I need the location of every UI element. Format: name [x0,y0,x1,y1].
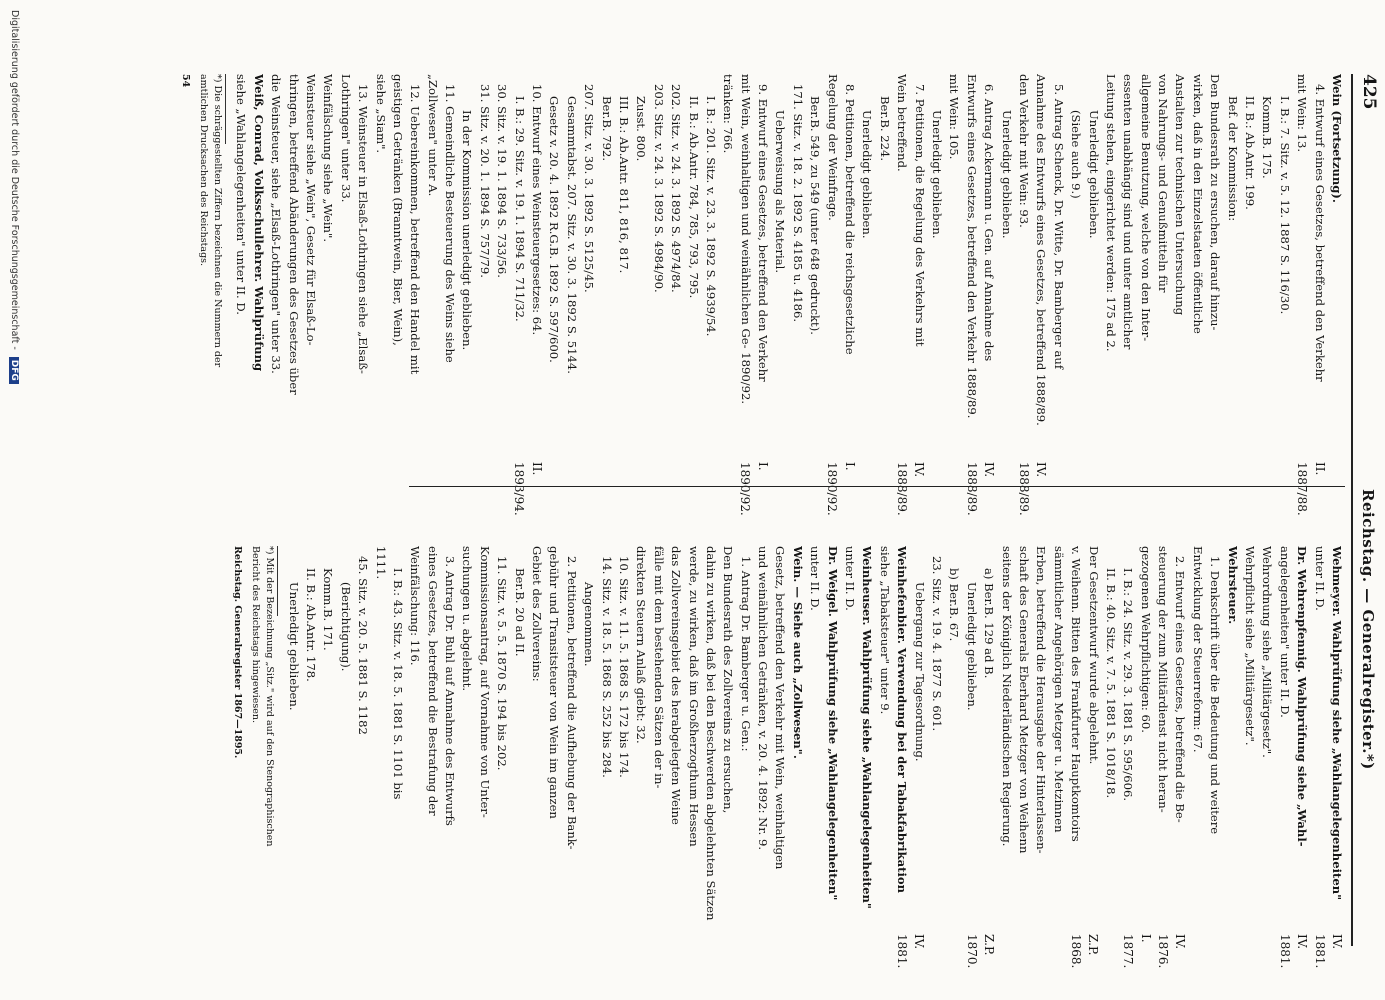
session-date: 1890/92. [738,462,753,516]
register-line: unter II. D. [1312,546,1327,611]
register-line: werde, zu wirken, daß im Großherzogthum Hessen [686,546,701,847]
session-date: IV. [982,462,996,478]
register-line: Unerledigt geblieben. [286,582,301,711]
session-date: 1876. [1156,934,1170,969]
register-line: tränken: 766. [721,74,736,154]
session-date: 1868. [1069,934,1083,969]
register-line: steuerung der zum Militärdienst nicht heran- [1156,546,1171,813]
session-date: Z.P. [1086,934,1101,956]
page-number: 425 [1359,74,1379,110]
register-line: Komm.B. 171. [321,568,336,651]
register-line: eines Gesetzes, betreffend die Bestrafung der [425,546,440,816]
session-date: I. [1138,934,1153,943]
register-line: a) Ber.B. 129 ad B. [982,568,997,679]
register-line: I. B.: 201. Sitz. v. 23. 3. 1892 S. 4939/54. [703,96,718,337]
register-line: 10. Sitz. v. 11. 5. 1868 S. 172 bis 174. [616,556,631,778]
session-date: 1893/94. [512,462,527,516]
register-line: Unerledigt geblieben. [1086,110,1101,239]
session-date: 1881. [1277,934,1292,969]
session-date: IV. [912,462,927,478]
register-line: dahin zu wirken, daß bei den Beschwerden abgelehnten Sätzen [703,546,718,921]
session-date: 1881. [895,934,909,969]
register-line: 12. Uebereinkommen, betreffend den Handel mit [408,84,423,375]
register-line: gebühr und Transitsteuer von Wein im ganzen [547,546,562,819]
register-line: Ber.B. 20 ad II. [512,568,527,657]
register-line: 3. Antrag Dr. Buhl auf Annahme des Entwurfs [443,556,458,826]
register-line: seitens der Königlich Niederländischen Regierung. [999,546,1014,847]
register-line: Der Gesetzentwurf wurde abgelehnt. [1086,546,1101,765]
register-line: 11. Gemeindliche Besteuerung des Weins siehe [443,84,458,363]
footnote-line: Bericht des Reichstags hingewiesen. [250,546,262,724]
register-line: Wein betreffend. [895,74,910,172]
register-line: 13. Weinsteuer in Elsaß-Lothringen siehe „Elsaß- [356,84,371,374]
register-line: Leitung stehen, eingerichtet werden: 175 ad 2. [1103,74,1118,352]
register-line: Den Bundesrath zu ersuchen, darauf hinzu- [1208,74,1223,331]
column-divider [409,486,1345,487]
session-date: 1870. [964,934,979,969]
register-line: Weinfälschung siehe „Wein". [321,74,336,243]
register-line: Angenommen. [582,582,597,667]
session-date: IV. [912,934,927,950]
session-date: 1890/92. [825,462,840,516]
register-line: von Nahrungs- und Genußmitteln für [1156,74,1171,293]
register-line: schaft des Generals Eberhard Metzger von Weihenn [1016,546,1031,854]
register-line: mit Wein: 13. [1295,74,1310,153]
register-line: I. B.: 29. Sitz. v. 19. 1. 1894 S. 711/32. [512,96,527,322]
register-line: Wehrsteuer. [1225,546,1240,625]
register-line: 171. Sitz. v. 18. 2. 1892 S. 4185 u. 4186. [790,84,805,323]
register-line: Anstalten zur technischen Untersuchung [1173,74,1188,316]
register-line: die Weinsteuer, siehe „Elsaß-Lothringen" unter 33. [269,74,284,374]
register-line: den Verkehr mit Wein: 93. [1016,74,1031,228]
register-line: Entwurfs eines Gesetzes, betreffend den Verkehr 1888/89. [964,74,979,419]
footnote-line: amtlichen Drucksachen des Reichstags. [198,74,209,267]
register-line: fälle mit dem bestehenden Sätzen der in- [651,546,666,789]
register-line: siehe „Tabaksteuer" unter 9. [877,546,892,715]
register-line: 7. Petitionen, die Regelung des Verkehrs mit [912,84,927,347]
register-line: Wehrpflicht siehe „Militärgesetz". [1243,546,1258,746]
session-date: 1888/89. [1016,462,1031,516]
column-wein-continued [178,74,1345,458]
register-line: Weinhefenbier. Verwendung bei der Tabakfabrikation [895,546,910,894]
register-line: Weinheuser. Wahlprüfung siehe „Wahlangelegenheiten" [860,546,875,909]
register-line: 10. Entwurf eines Weinsteuergesetzes: 64. [530,84,545,336]
register-line: b) Ber.B. 67. [947,568,962,642]
register-line: essenten unabhängig sind und unter amtlicher [1121,74,1136,350]
register-line: mit Wein: 105. [947,74,962,160]
session-date: IV. [1034,462,1049,478]
register-line: 9. Entwurf eines Gesetzes, betreffend den Verkehr [756,84,771,382]
register-line: Wein (Fortsetzung). [1330,74,1344,203]
register-line: suchungen u. abgelehnt. [460,546,475,692]
register-line: Unerledigt geblieben. [930,110,945,239]
digitization-credit: Digitalisierung gefördert durch die Deutsche Forschungsgemeinschaft - DFG [9,10,20,990]
register-line: Wein. — Siehe auch „Zollwesen". [790,546,805,759]
register-line: Uebergang zur Tagesordnung. [912,582,927,762]
register-line: II. B.: Ab.Antr. 199. [1243,96,1258,210]
register-line: II. B.: 40. Sitz. v. 7. 5. 1881 S. 1018/18. [1103,568,1118,799]
register-line: Ber.B. 792. [599,96,614,162]
register-line: 1. Denkschrift über die Bedeutung und weitere [1208,556,1223,835]
register-line: 6. Antrag Ackermann u. Gen. auf Annahme des [982,84,997,362]
register-line: Wehrordnung siehe „Militärgesetz". [1260,546,1275,758]
session-date: 1888/89. [964,462,979,516]
register-line: „Zollwesen" unter A. [425,74,440,197]
session-date: IV. [1330,934,1344,950]
session-date: II. [1312,462,1327,476]
register-line: Unerledigt geblieben. [964,582,979,711]
footnote-line: *) Die schräggestellten Ziffern bezeichnen die Nummern der [212,74,223,368]
register-line: (Berichtigung). [338,582,353,672]
register-line: II. B.: Ab.Antr. 178. [303,568,318,682]
session-date: 1888/89. [895,462,909,516]
register-line: 207. Sitz. v. 30. 3. 1892 S. 5125/45. [582,84,597,293]
register-line: 1111. [373,546,388,580]
register-line: v. Weihenn. Bitten des Frankfurter Hauptkomtoirs [1069,546,1084,842]
register-line: wirken, daß in den Einzelstaaten öffentliche [1190,74,1205,334]
register-line: siehe „Siam". [373,74,388,154]
footnote-line: *) Mit der Bezeichnung „Sitz." wird auf den Stenographischen [264,546,276,847]
register-line: das Zollvereinsgebiet des herabgelegten Weine [669,546,684,825]
column-wehmeyer-wein [230,546,1345,930]
register-line: 1. Antrag Dr. Bamberger u. Gen.: [738,556,753,752]
register-line: Bef. der Kommission: [1225,96,1240,222]
register-line: geistigen Getränken (Branntwein, Bier, Wein), [390,74,405,346]
register-line: Gesetz, betreffend den Verkehr mit Wein, weinhaltigen [773,546,788,870]
register-line: angelegenheiten" unter II. D. [1277,546,1292,718]
register-line: Weinfälschung: 116. [408,546,423,666]
session-date: 1887/88. [1295,462,1310,516]
register-line: (Siehe auch 9.) [1069,110,1084,199]
register-line: 5. Antrag Schenck, Dr. Witte, Dr. Bamberger auf [1051,84,1066,370]
register-line: Komm.B. 175. [1260,96,1275,179]
register-line: I. B.: 7. Sitz. v. 5. 12. 1887 S. 116/30. [1277,96,1292,315]
session-date: II. [529,462,544,476]
register-line: und weinähnlichen Getränken, v. 20. 4. 1892: Nr. 9. [756,546,771,851]
page-title: Reichstag. — Generalregister.*) [1359,489,1377,770]
register-line: 2. Petitionen, betreffend die Aufhebung der Bank- [564,556,579,850]
register-line: Ber.B. 224. [877,96,892,162]
register-line: 8. Petitionen, betreffend die reichsgesetzliche [843,84,858,355]
register-line: 45. Sitz. v. 20. 5. 1881 S. 1182 [356,556,371,735]
register-line: Erben, betreffend die Herausgabe der Hinterlassen- [1034,546,1049,854]
register-line: Gesammtabst. 207. Sitz. v. 30. 3. 1892 S. 5144. [564,96,579,374]
register-line: direkten Steuern Anlaß giebt: 32. [634,546,649,744]
page-footer: Reichstag. Generalregister 1867—1895. [232,546,244,759]
register-line: III. B.: Ab.Antr. 811, 816, 817. [616,96,631,274]
register-line: Entwicklung der Steuerreform: 67. [1190,546,1205,753]
register-line: Dr. Wehrenpfennig. Wahlprüfung siehe „Wahl- [1295,546,1310,847]
register-line: Ber.B. 549, zu 549 (unter 648 gedruckt). [808,96,823,335]
register-line: 11. Sitz. v. 5. 5. 1870 S. 194 bis 202. [495,556,510,771]
register-line: I. B.: 43. Sitz. v. 18. 5. 1881 S. 1101 bis [390,568,405,800]
register-line: allgemeine Benutzung, welche von den Inter- [1138,74,1153,342]
register-line: 23. Sitz. v. 19. 4. 1877 S. 601. [930,556,945,732]
register-line: thringen, betreffend Abänderungen des Gesetzes über [286,74,301,395]
register-line: 203. Sitz. v. 24. 3. 1892 S. 4984/90. [651,84,666,293]
register-line: Unerledigt geblieben. [999,110,1014,239]
footnote-rule [224,74,226,144]
register-line: Wehmeyer. Wahlprüfung siehe „Wahlangelegenheiten" [1330,546,1344,901]
register-line: II. B.: Ab.Antr. 784, 785, 793, 795. [686,96,701,299]
session-date: Z.P. [982,934,996,956]
register-line: 4. Entwurf eines Gesetzes, betreffend den Verkehr [1312,84,1327,382]
register-line: Regelung der Weinfrage. [825,74,840,221]
register-line: mit Wein, weinhaltigen und weinähnlichen Ge- 1890/92. [738,74,753,405]
register-line: Ueberweisung als Material. [773,110,788,274]
register-line: Gesetz v. 20. 4. 1892 R.G.B. 1892 S. 597/600. [547,96,562,363]
register-line: Zusst. 800. [634,96,649,162]
session-date: IV. [1295,934,1310,950]
session-date: I. [755,462,770,471]
session-date: 1881. [1312,934,1327,969]
footnote-rule [276,546,278,616]
register-line: sämmtlicher Angehörigen Metzger u. Metzinnen [1051,546,1066,833]
register-line: siehe „Wahlangelegenheiten" unter II. D. [234,74,249,315]
register-line: Gebiet des Zollvereins: [530,546,545,682]
register-line: Den Bundesrath des Zollvereins zu ersuchen, [721,546,736,814]
register-line: 14. Sitz. v. 18. 5. 1868 S. 252 bis 284. [599,556,614,778]
register-line: 30. Sitz. v. 19. 1. 1894 S. 733/56. [495,84,510,278]
register-line: Dr. Weigel. Wahlprüfung siehe „Wahlangelegenheiten" [825,546,840,901]
register-line: Weiß, Conrad, Volksschullehrer. Wahlprüfung [251,74,266,372]
page-header [1351,74,1381,946]
session-date: 1877. [1121,934,1136,969]
register-line: gezogenen Wehrpflichtigen: 60. [1138,546,1153,733]
register-line: 202. Sitz. v. 24. 3. 1892 S. 4974/84. [669,84,684,293]
register-line: I. B.: 24. Sitz. v. 29. 3. 1881 S. 595/606. [1121,568,1136,802]
dfg-logo: DFG [9,357,19,384]
register-line: unter II. D. [808,546,823,611]
register-line: Kommissionsantrag, auf Vornahme von Unter- [477,546,492,818]
session-date: IV. [1173,934,1188,950]
register-line: Unerledigt geblieben. [860,110,875,239]
page-footer: 54 [180,74,191,88]
register-line: Weinsteuer siehe „Wein", Gesetz für Elsaß-Lo- [303,74,318,346]
register-line: 2. Entwurf eines Gesetzes, betreffend die Be- [1173,556,1188,823]
register-line: Lothringen" unter 33. [338,74,353,203]
register-line: Annahme des Entwurfs eines Gesetzes, betreffend 1888/89. [1034,74,1049,426]
register-line: unter II. D. [843,546,858,611]
register-line: In der Kommission unerledigt geblieben. [460,110,475,351]
session-date: I. [842,462,857,471]
register-line: 31. Sitz. v. 20. 1. 1894 S. 757/79. [477,84,492,278]
